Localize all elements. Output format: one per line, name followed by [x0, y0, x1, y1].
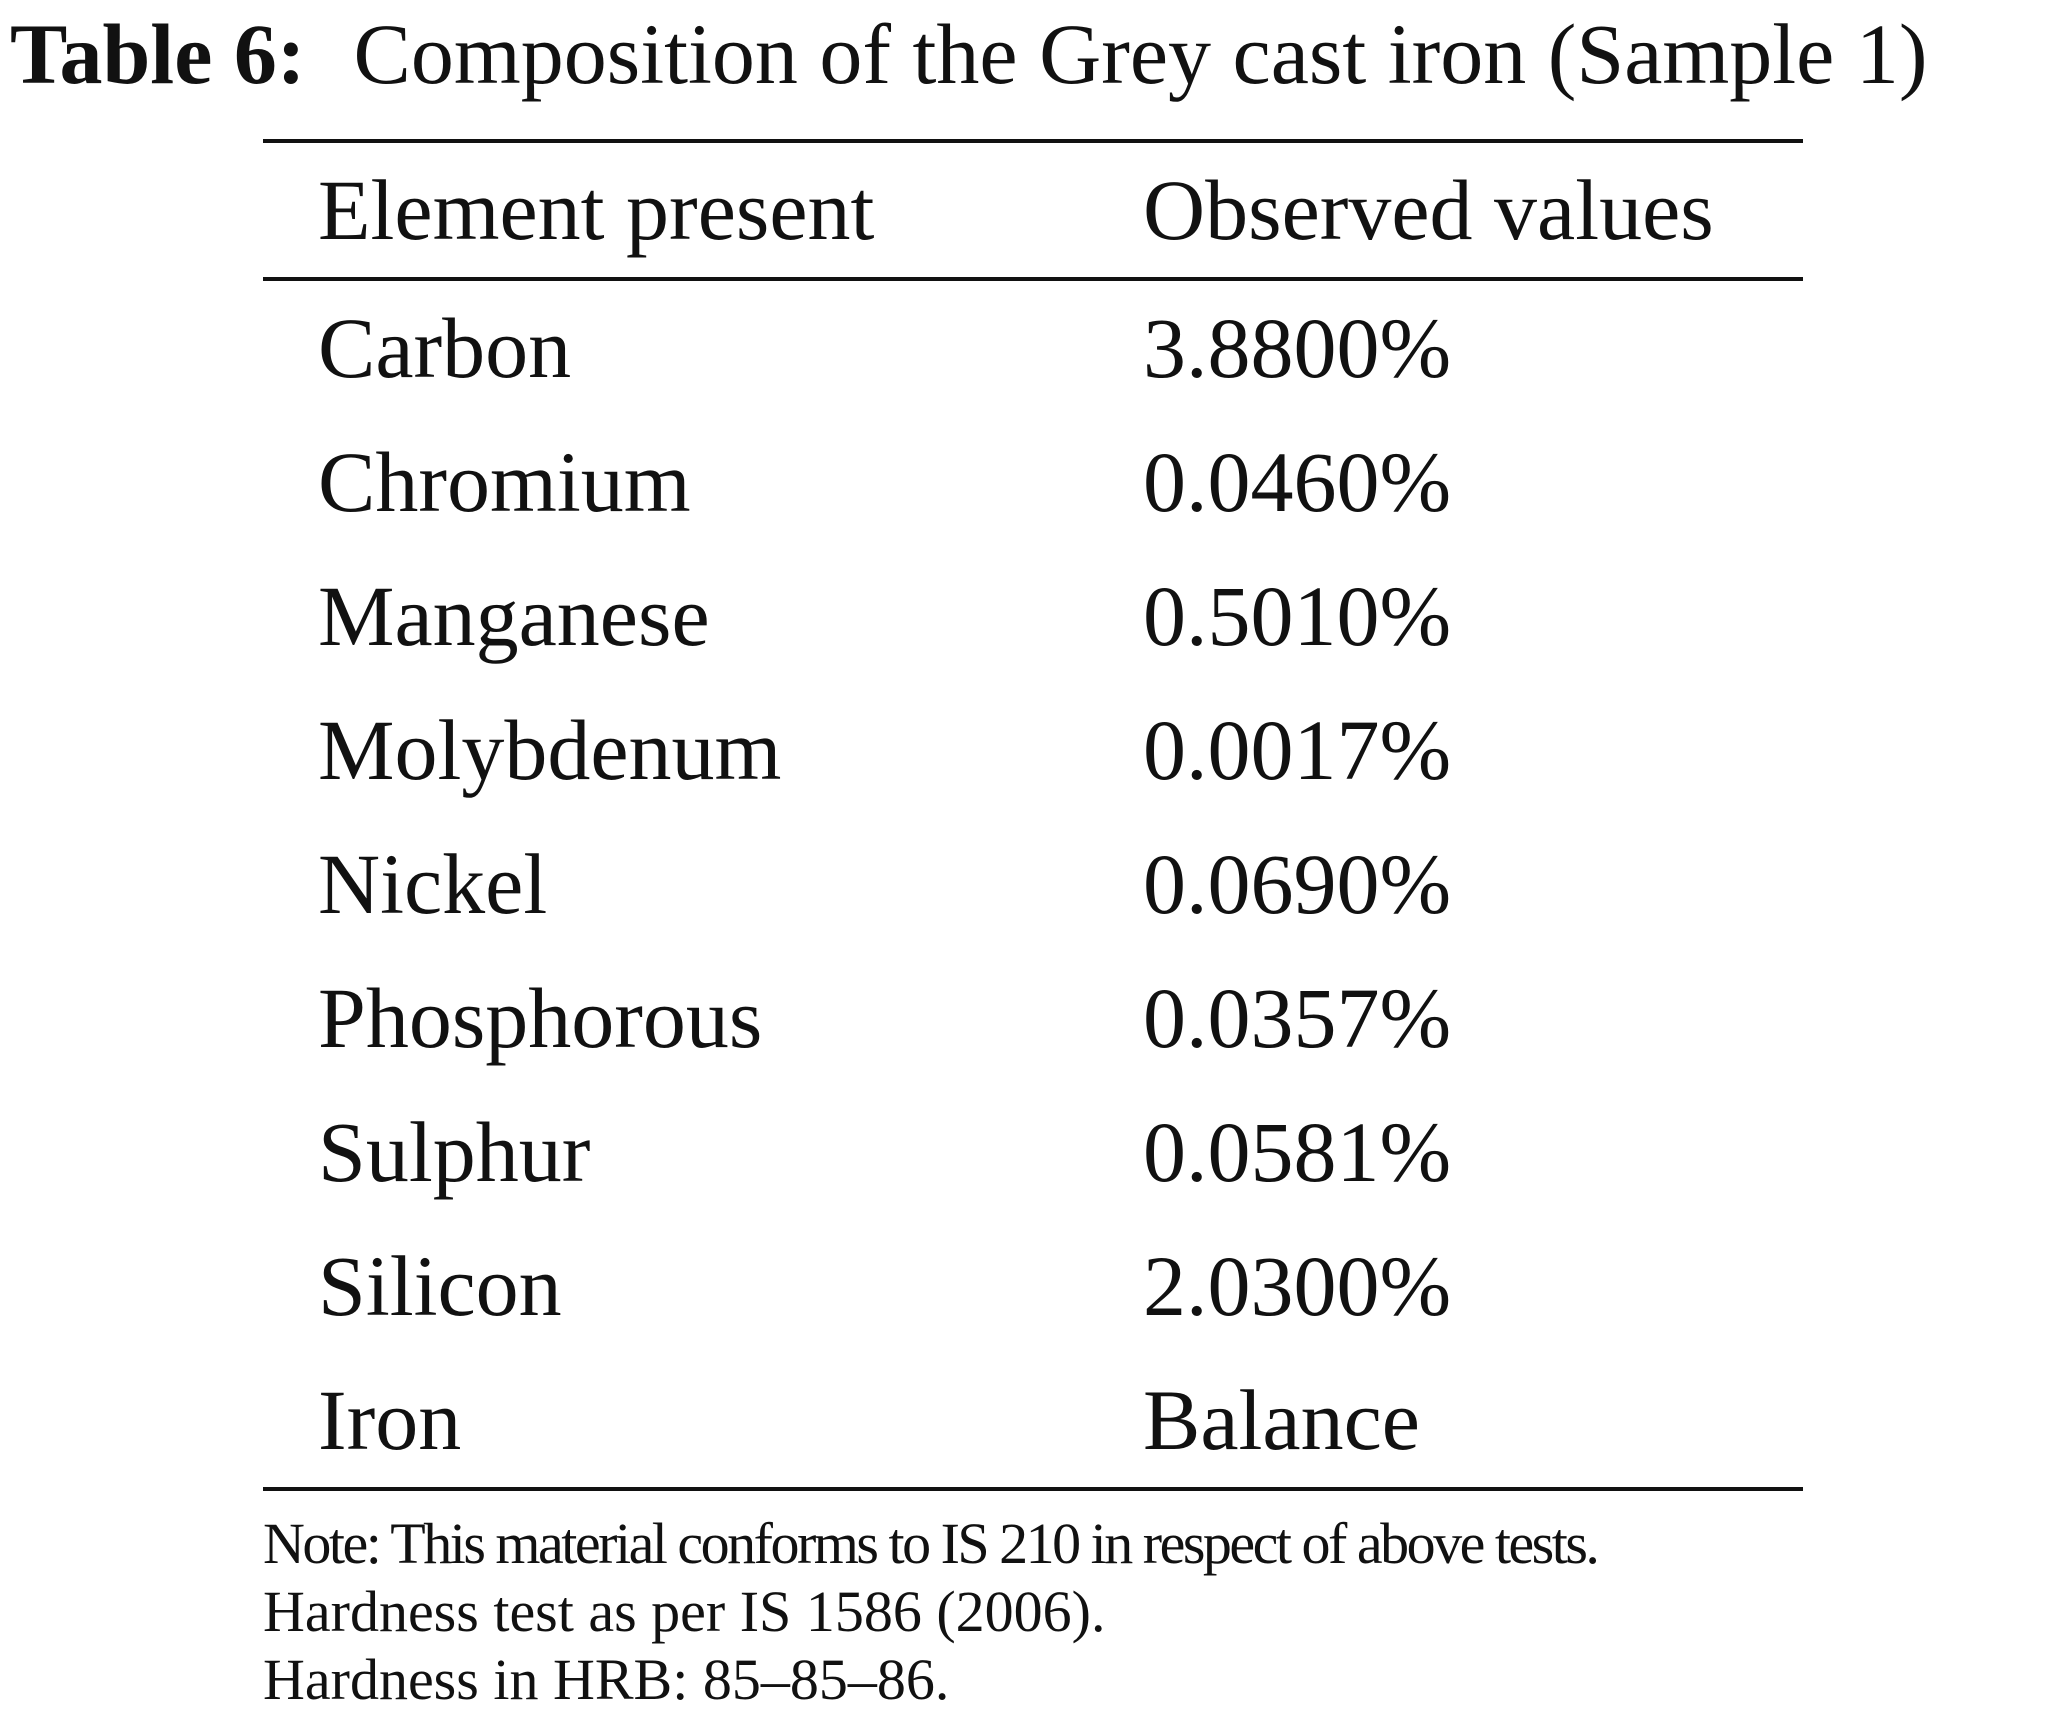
table-row — [263, 1353, 1803, 1487]
table-row — [263, 415, 1803, 549]
value-cell: 0.0460% — [1143, 434, 1452, 530]
header-element-present: Element present — [318, 162, 875, 258]
element-cell: Manganese — [318, 568, 710, 664]
value-cell: 0.0357% — [1143, 970, 1452, 1066]
header-observed-values: Observed values — [1143, 162, 1714, 258]
table-notes — [263, 1510, 1597, 1714]
composition-table — [263, 139, 1803, 1491]
note-hardness-values: Hardness in HRB: 85–85–86. — [263, 1647, 950, 1712]
table-row — [263, 1085, 1803, 1219]
note-conformance: Note: This material conforms to IS 210 in respect of above tests. — [263, 1511, 1598, 1576]
table-row — [263, 281, 1803, 415]
value-cell: 0.0690% — [1143, 836, 1452, 932]
element-cell: Molybdenum — [318, 702, 782, 798]
value-cell: Balance — [1143, 1372, 1420, 1468]
element-cell: Phosphorous — [318, 970, 763, 1066]
table-row — [263, 1219, 1803, 1353]
table-row — [263, 549, 1803, 683]
value-cell: 0.5010% — [1143, 568, 1452, 664]
note-hardness-test: Hardness test as per IS 1586 (2006). — [263, 1579, 1106, 1644]
table-caption-title: Composition of the Grey cast iron (Sample 1) — [353, 6, 1928, 102]
table-bottom-rule — [263, 1487, 1803, 1491]
element-cell: Sulphur — [318, 1104, 591, 1200]
table-caption — [10, 6, 1928, 102]
table-row — [263, 817, 1803, 951]
element-cell: Silicon — [318, 1238, 562, 1334]
table-caption-label: Table 6: — [10, 6, 306, 102]
element-cell: Carbon — [318, 300, 572, 396]
value-cell: 2.0300% — [1143, 1238, 1452, 1334]
element-cell: Nickel — [318, 836, 548, 932]
element-cell: Iron — [318, 1372, 462, 1468]
table-row — [263, 951, 1803, 1085]
value-cell: 0.0581% — [1143, 1104, 1452, 1200]
value-cell: 3.8800% — [1143, 300, 1452, 396]
table-row — [263, 683, 1803, 817]
value-cell: 0.0017% — [1143, 702, 1452, 798]
element-cell: Chromium — [318, 434, 691, 530]
table-header-row — [263, 143, 1803, 277]
